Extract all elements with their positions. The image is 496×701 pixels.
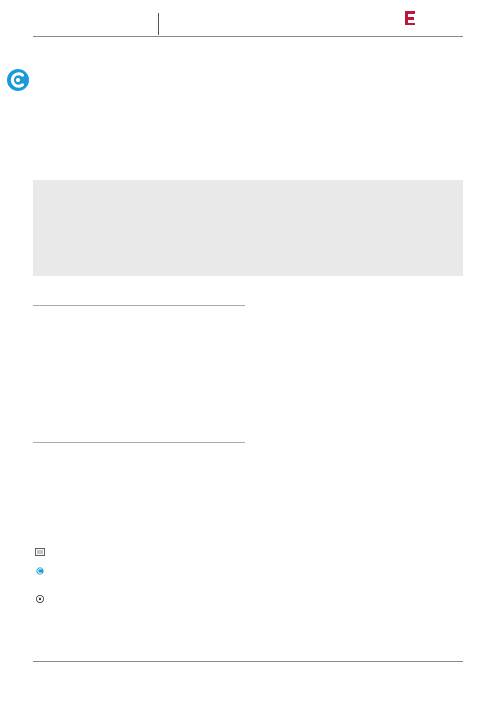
header-rule [33, 36, 463, 37]
heading-rule [33, 305, 245, 306]
license-note [35, 595, 245, 629]
footer-rule [33, 661, 463, 662]
document-icon [35, 548, 45, 556]
header-divider [158, 13, 159, 35]
publisher-logo[interactable] [403, 8, 481, 34]
affiliations-rule [33, 442, 245, 443]
collection-icon [35, 567, 45, 575]
supporting-info-note [35, 548, 245, 564]
open-access-icon [35, 595, 45, 603]
special-collection-note [35, 567, 245, 591]
abstract-box [33, 180, 463, 276]
page-header [0, 0, 496, 36]
chemistry-europe-icon [403, 10, 417, 26]
chemcatchem-logo-icon [6, 68, 30, 92]
